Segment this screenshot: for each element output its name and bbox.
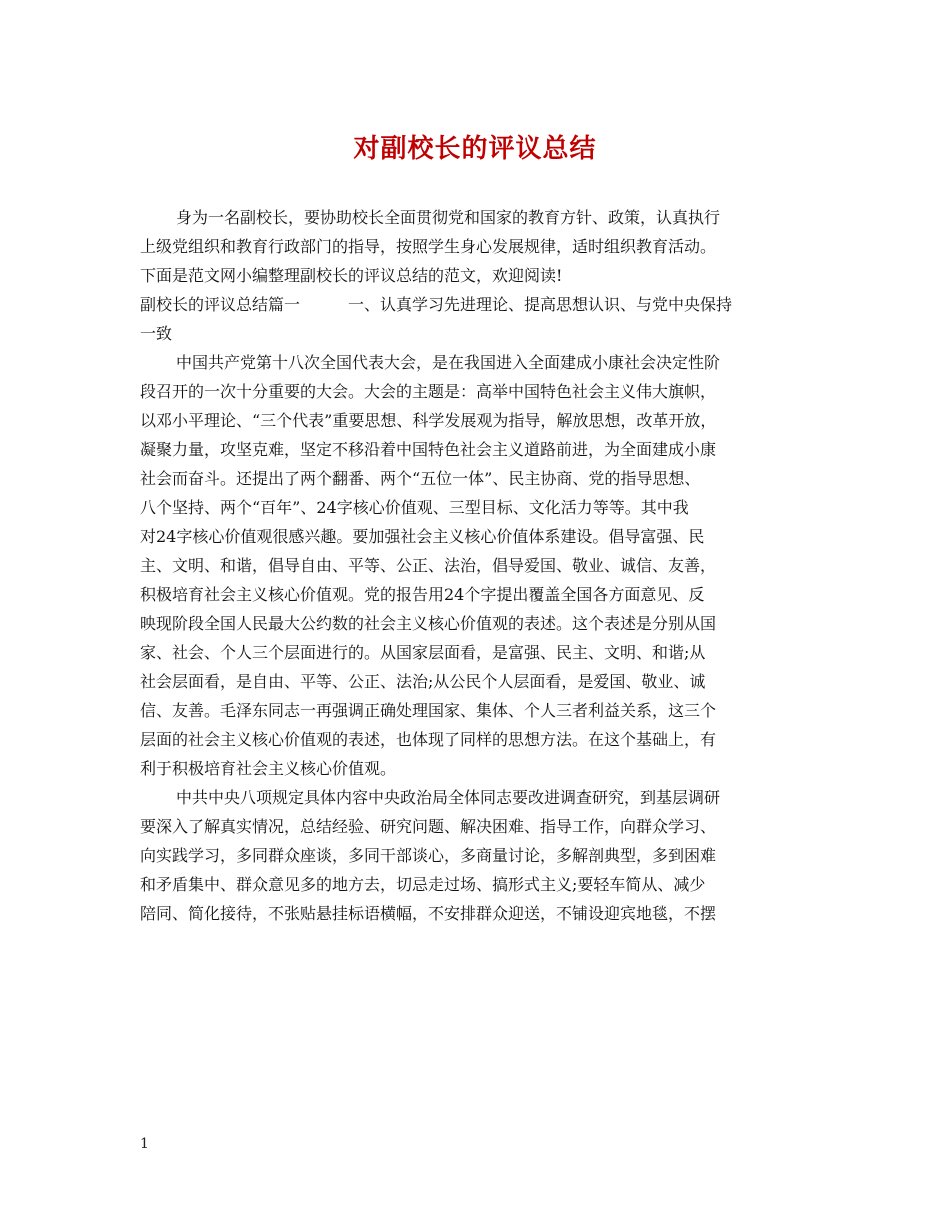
- part-heading: 一、认真学习先进理论、提高思想认识、与党中央保持: [348, 295, 733, 314]
- paragraph-line: 向实践学习，多同群众座谈，多同干部谈心，多商量讨论，多解剖典型，多到困难: [140, 846, 717, 865]
- paragraph-line: 映现阶段全国人民最大公约数的社会主义核心价值观的表述。这个表述是分别从国: [140, 614, 717, 633]
- paragraph-line: 以邓小平理论、“三个代表”重要思想、科学发展观为指导，解放思想，改革开放，: [140, 411, 717, 430]
- paragraph-line: 信、友善。毛泽东同志一再强调正确处理国家、集体、个人三者利益关系，这三个: [140, 701, 717, 720]
- paragraph-line: 下面是范文网小编整理副校长的评议总结的范文，欢迎阅读!: [140, 266, 563, 285]
- paragraph-line: 要深入了解真实情况，总结经验、研究问题、解决困难、指导工作，向群众学习、: [140, 817, 717, 836]
- paragraph-line: 上级党组织和教育行政部门的指导，按照学生身心发展规律，适时组织教育活动。: [140, 237, 717, 256]
- paragraph-line: 陪同、简化接待，不张贴悬挂标语横幅，不安排群众迎送，不铺设迎宾地毯，不摆: [140, 904, 717, 923]
- paragraph-line: 家、社会、个人三个层面进行的。从国家层面看，是富强、民主、文明、和谐;从: [140, 643, 706, 662]
- paragraph-line: 段召开的一次十分重要的大会。大会的主题是：高举中国特色社会主义伟大旗帜，: [140, 382, 717, 401]
- paragraph-line: 积极培育社会主义核心价值观。党的报告用24个字提出覆盖全国各方面意见、反: [140, 585, 705, 604]
- paragraph-line: 社会层面看，是自由、平等、公正、法治;从公民个人层面看，是爱国、敬业、诚: [140, 672, 706, 691]
- paragraph-line: 利于积极培育社会主义核心价值观。: [140, 759, 397, 778]
- paragraph-line: 八个坚持、两个“百年”、24字核心价值观、三型目标、文化活力等等。其中我: [140, 498, 689, 517]
- paragraph-line: 身为一名副校长，要协助校长全面贯彻党和国家的教育方针、政策，认真执行: [176, 208, 721, 227]
- paragraph-line: 和矛盾集中、群众意见多的地方去，切忌走过场、搞形式主义;要轻车简从、减少: [140, 875, 706, 894]
- paragraph-line: 主、文明、和谐，倡导自由、平等、公正、法治，倡导爱国、敬业、诚信、友善，: [140, 556, 717, 575]
- part-label: 副校长的评议总结篇一: [140, 295, 301, 314]
- document-title: 对副校长的评议总结: [353, 134, 597, 164]
- paragraph-line: 凝聚力量，攻坚克难，坚定不移沿着中国特色社会主义道路前进，为全面建成小康: [140, 440, 717, 459]
- section-heading: [140, 290, 816, 319]
- section-heading-continuation: 一致: [140, 324, 173, 343]
- paragraph-line: 层面的社会主义核心价值观的表述，也体现了同样的思想方法。在这个基础上，有: [140, 730, 717, 749]
- paragraph-line: 对24字核心价值观很感兴趣。要加强社会主义核心价值体系建设。倡导富强、民: [140, 527, 705, 546]
- paragraph-line: 社会而奋斗。还提出了两个翻番、两个“五位一体”、民主协商、党的指导思想、: [140, 469, 701, 488]
- paragraph-line: 中共中央八项规定具体内容中央政治局全体同志要改进调查研究，到基层调研: [176, 788, 721, 807]
- paragraph-line: 中国共产党第十八次全国代表大会，是在我国进入全面建成小康社会决定性阶: [176, 353, 721, 372]
- page-number: 1: [140, 1136, 149, 1152]
- document-body: [140, 203, 816, 928]
